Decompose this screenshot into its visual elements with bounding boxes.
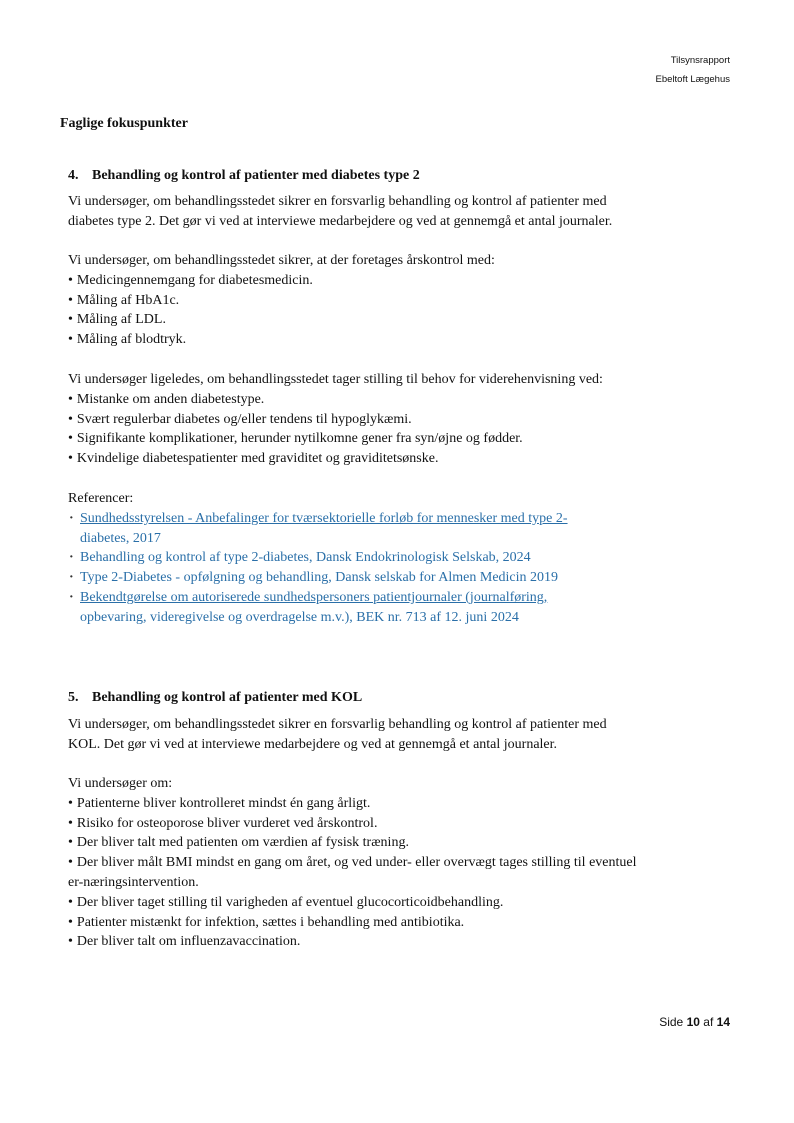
reference-link-dsam[interactable]: Type 2-Diabetes - opfølgning og behandling, Dansk selskab for Almen Medicin 2019 (80, 570, 559, 586)
section-4-referral-list (68, 370, 718, 469)
references-list (68, 489, 708, 628)
section-number: 4. (68, 168, 79, 183)
list-item: • Patienterne bliver kontrolleret mindst én gang årligt. (68, 794, 718, 814)
reference-item (68, 548, 708, 568)
header-report-type: Tilsynsrapport (670, 55, 730, 66)
section-title: Behandling og kontrol af patienter med KOL (92, 690, 363, 705)
references-label: Referencer: (68, 491, 134, 506)
reference-link-sundhedsstyrelsen-cont[interactable]: diabetes, 2017 (80, 530, 161, 546)
list-item: • Medicingennemgang for diabetesmedicin. (68, 271, 718, 291)
list-item: • Måling af LDL. (68, 310, 718, 330)
reference-link-sundhedsstyrelsen[interactable]: Sundhedsstyrelsen - Anbefalinger for tværsektorielle forløb for mennesker med type 2- (80, 510, 568, 526)
paragraph-line: KOL. Det gør vi ved at interviewe medarbejdere og ved at gennemgå et antal journaler. (68, 736, 558, 752)
list-item: • Måling af blodtryk. (68, 330, 718, 350)
list-lead: Vi undersøger ligeledes, om behandlingsstedet tager stilling til behov for viderehenvisning ved: (68, 372, 603, 387)
section-4-heading (68, 168, 420, 184)
reference-item (68, 509, 708, 549)
header-clinic-name: Ebeltoft Lægehus (655, 74, 730, 85)
list-item: • Signifikante komplikationer, herunder nytilkomne gener fra syn/øjne og fødder. (68, 429, 718, 449)
list-item: • Patienter mistænkt for infektion, sættes i behandling med antibiotika. (68, 913, 718, 933)
reference-link-bekendtgorelse[interactable]: Bekendtgørelse om autoriserede sundhedspersoners patientjournaler (journalføring, (80, 589, 548, 605)
reference-link-bekendtgorelse-cont[interactable]: opbevaring, videregivelse og overdragelse m.v.), BEK nr. 713 af 12. juni 2024 (80, 609, 519, 625)
footer-prefix: Side (659, 1015, 684, 1029)
page-title: Faglige fokuspunkter (60, 116, 188, 131)
list-item: • Der bliver taget stilling til varigheden af eventuel glucocorticoidbehandling. (68, 893, 718, 913)
list-item: • Der bliver målt BMI mindst en gang om året, og ved under- eller overvægt tages stilling til eventuel (68, 853, 718, 873)
list-item: • Kvindelige diabetespatienter med graviditet og graviditetsønske. (68, 449, 718, 469)
section-5-heading (68, 690, 362, 706)
section-5-check-list (68, 774, 718, 952)
section-5-intro (68, 715, 718, 755)
total-page-count: 14 (716, 1015, 730, 1029)
page-number-footer (659, 1015, 730, 1029)
section-4-annual-check-list (68, 251, 718, 350)
list-item-continuation: er-næringsintervention. (68, 874, 199, 890)
list-item: • Risiko for osteoporose bliver vurderet ved årskontrol. (68, 814, 718, 834)
paragraph-line: Vi undersøger, om behandlingsstedet sikrer en forsvarlig behandling og kontrol af patienter med (68, 194, 607, 209)
section-title: Behandling og kontrol af patienter med diabetes type 2 (92, 168, 420, 183)
paragraph-line: Vi undersøger, om behandlingsstedet sikrer en forsvarlig behandling og kontrol af patienter med (68, 717, 607, 732)
list-lead: Vi undersøger om: (68, 776, 173, 791)
section-number: 5. (68, 690, 79, 705)
paragraph-line: diabetes type 2. Det gør vi ved at interviewe medarbejdere og ved at gennemgå et antal journaler. (68, 213, 613, 229)
footer-separator: af (703, 1015, 714, 1029)
list-item: • Mistanke om anden diabetestype. (68, 390, 718, 410)
list-item: • Der bliver talt med patienten om værdien af fysisk træning. (68, 833, 718, 853)
reference-item (68, 568, 708, 588)
list-item: • Måling af HbA1c. (68, 291, 718, 311)
section-4-intro (68, 192, 718, 232)
list-lead: Vi undersøger, om behandlingsstedet sikrer, at der foretages årskontrol med: (68, 253, 495, 268)
current-page-number: 10 (686, 1015, 700, 1029)
reference-link-dansk-endokrinologisk[interactable]: Behandling og kontrol af type 2-diabetes, Dansk Endokrinologisk Selskab, 2024 (80, 550, 531, 566)
list-item: • Der bliver talt om influenzavaccination. (68, 932, 718, 952)
list-item: • Svært regulerbar diabetes og/eller tendens til hypoglykæmi. (68, 410, 718, 430)
reference-item (68, 588, 708, 628)
